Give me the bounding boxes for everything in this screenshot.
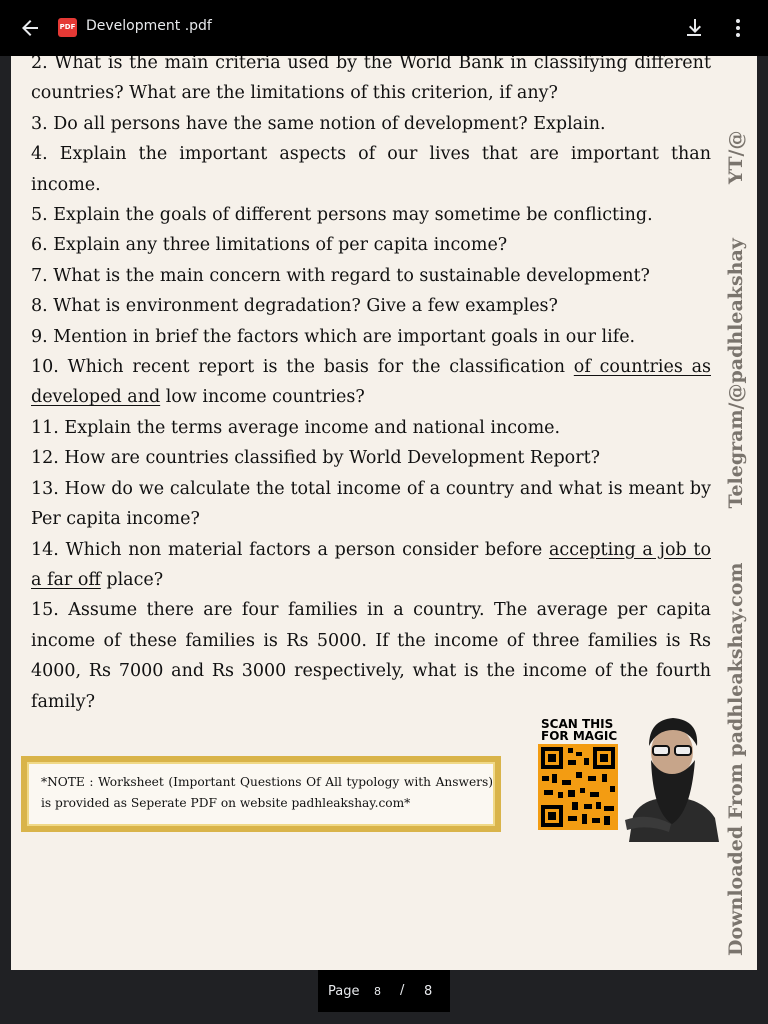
more-vert-icon <box>726 16 750 40</box>
pdf-file-icon: PDF <box>58 18 77 37</box>
question-item: 4. Explain the important aspects of our lives that are important than income. <box>31 144 711 195</box>
qr-code-icon <box>538 744 618 830</box>
question-item: 6. Explain any three limitations of per capita income? <box>31 235 508 256</box>
note-text: *NOTE : Worksheet (Important Questions Of All typology with Answers) is provided as Seperate PDF on website padhleakshay.com* <box>41 775 493 810</box>
question-item: 9. Mention in brief the factors which are important goals in our life. <box>31 326 636 347</box>
question-item: 11. Explain the terms average income and national income. <box>31 417 561 438</box>
question-list <box>31 56 711 717</box>
back-button[interactable] <box>18 16 42 40</box>
question-item: 10. Which recent report is the basis for the classification of countries as developed and low income countries? <box>31 357 711 408</box>
question-item: 3. Do all persons have the same notion of development? Explain. <box>31 113 606 134</box>
watermark-downloaded: Downloaded From padhleakshay.com <box>725 562 747 956</box>
question-item: 2. What is the main criteria used by the World Bank in classifying different countries? What are the limitations of this criterion, if any? <box>31 56 711 104</box>
total-pages: 8 <box>424 984 433 999</box>
watermark-yt: YT/@ <box>725 130 747 185</box>
question-item: 13. How do we calculate the total income of a country and what is meant by Per capita income? <box>31 478 711 530</box>
question-item: 7. What is the main concern with regard to sustainable development? <box>31 265 650 286</box>
question-item: 12. How are countries classified by World Development Report? <box>31 448 600 469</box>
question-item: 14. Which non material factors a person consider before accepting a job to a far off place? <box>31 539 711 590</box>
page-indicator <box>318 970 450 1012</box>
page-label: Page <box>328 984 360 999</box>
file-title: Development .pdf <box>86 18 212 34</box>
current-page-input[interactable]: 8 <box>374 985 381 998</box>
download-button[interactable] <box>682 16 706 40</box>
person-photo <box>619 712 725 842</box>
watermark-telegram: Telegram/@padhleakshay <box>725 238 747 509</box>
more-options-button[interactable] <box>726 16 750 40</box>
question-item: 8. What is environment degradation? Give a few examples? <box>31 296 558 317</box>
note-box <box>21 756 501 832</box>
pdf-page <box>11 56 757 970</box>
question-item: 5. Explain the goals of different persons may sometime be conflicting. <box>31 205 653 226</box>
qr-label: SCAN THIS FOR MAGIC <box>541 717 618 743</box>
side-watermark <box>721 56 751 956</box>
page-separator: / <box>400 983 405 998</box>
arrow-left-icon <box>18 16 42 40</box>
question-item: 15. Assume there are four families in a country. The average per capita income of these families is Rs 5000. If the income of three families is Rs 4000, Rs 7000 and Rs 3000 respectively, what is the income of the fourth family? <box>31 600 711 712</box>
download-icon <box>682 16 706 40</box>
top-toolbar <box>0 0 768 56</box>
